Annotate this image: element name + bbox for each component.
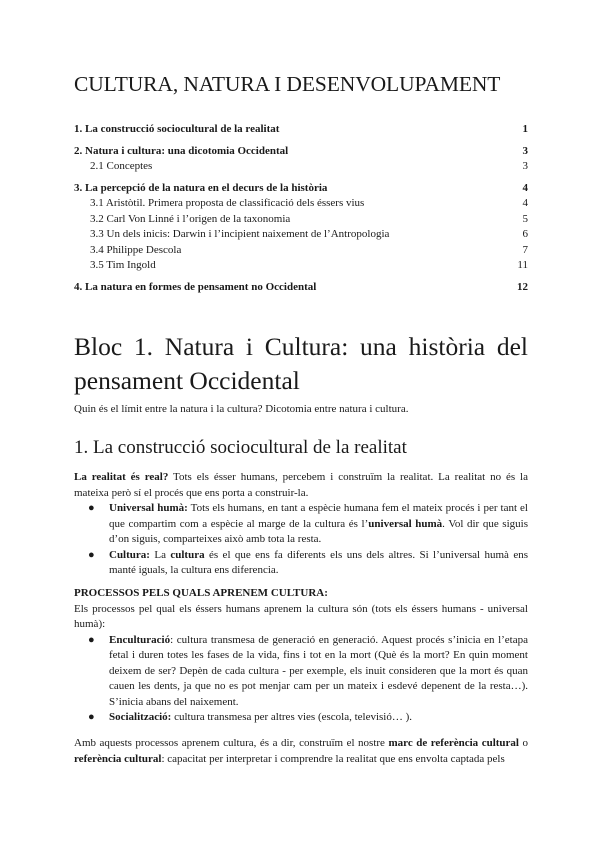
bullet-icon: ● bbox=[88, 633, 95, 646]
toc-entry-label: 3.1 Aristòtil. Primera proposta de classificació dels éssers vius bbox=[90, 197, 365, 209]
bullet-icon: ● bbox=[88, 502, 95, 514]
list-item bbox=[74, 501, 528, 548]
toc-entry-page: 4 bbox=[522, 197, 528, 209]
processes-intro: Els processos pel qual els éssers humans aprenem la cultura són (tots els éssers humans - universal humà): bbox=[74, 602, 528, 630]
toc-entry-page: 12 bbox=[517, 280, 528, 293]
toc-entry-label: 4. La natura en formes de pensament no Occidental bbox=[74, 280, 317, 293]
list-item-text: és el que ens fa diferents els uns dels altres. Si l’universal humà ens manté iguals, la cultura ens diferencia. bbox=[109, 548, 528, 576]
list-item bbox=[74, 710, 528, 726]
toc-entry[interactable] bbox=[74, 144, 528, 160]
toc-entry[interactable] bbox=[74, 159, 528, 175]
toc-entry[interactable] bbox=[74, 122, 528, 138]
list-item-emphasis: cultura bbox=[170, 548, 205, 561]
toc-entry-page: 1 bbox=[522, 123, 528, 135]
toc-entry-label: 3.5 Tim Ingold bbox=[90, 259, 156, 271]
toc-entry-label: 3.4 Philippe Descola bbox=[90, 243, 182, 256]
section-title: 1. La construcció sociocultural de la realitat bbox=[74, 437, 407, 458]
toc-entry-page: 5 bbox=[522, 212, 528, 225]
toc-entry-page: 6 bbox=[522, 228, 528, 240]
toc-entry-label: 3. La percepció de la natura en el decurs de la història bbox=[74, 181, 328, 194]
list-item-text: La bbox=[149, 548, 171, 561]
intro-paragraph bbox=[74, 470, 528, 501]
toc-entry[interactable] bbox=[74, 243, 528, 259]
list-item-text: cultura transmesa per altres vies (escola, televisió… ). bbox=[171, 711, 413, 723]
intro-question: La realitat és real? bbox=[74, 471, 169, 483]
toc-entry[interactable] bbox=[74, 196, 528, 212]
processes-heading: PROCESSOS PELS QUALS APRENEM CULTURA: bbox=[74, 587, 328, 599]
concept-list bbox=[74, 501, 528, 579]
bullet-icon: ● bbox=[88, 711, 95, 723]
toc-entry[interactable] bbox=[74, 181, 528, 197]
bloc-title: Bloc 1. Natura i Cultura: una història del pensament Occidental bbox=[74, 332, 528, 395]
bloc-subtitle: Quin és el límit entre la natura i la cultura? Dicotomia entre natura i cultura. bbox=[74, 403, 409, 415]
toc-entry-label: 2. Natura i cultura: una dicotomia Occidental bbox=[74, 144, 289, 157]
toc-entry[interactable] bbox=[74, 227, 528, 243]
toc-entry-page: 7 bbox=[522, 243, 528, 256]
list-item-term: Universal humà: bbox=[109, 502, 188, 514]
closing-paragraph bbox=[74, 736, 528, 767]
toc-entry-label: 1. La construcció sociocultural de la realitat bbox=[74, 123, 280, 135]
toc-entry[interactable] bbox=[74, 280, 528, 296]
list-item-term: Socialització: bbox=[109, 711, 172, 723]
toc-entry[interactable] bbox=[74, 258, 528, 274]
list-item-text: Tots els humans, en tant a espècie humana fem el mateix procés i per tant el que compartim com a espècie al marge de la cultura és l’ bbox=[109, 502, 528, 530]
toc-entry-label: 3.2 Carl Von Linné i l’origen de la taxonomia bbox=[90, 212, 291, 225]
closing-emphasis: referència cultural bbox=[74, 752, 162, 765]
closing-emphasis: marc de referència cultural bbox=[388, 737, 519, 749]
toc-entry-label: 2.1 Conceptes bbox=[90, 160, 153, 172]
toc-entry-page: 3 bbox=[522, 144, 528, 157]
list-item-text: . Vol dir que siguis d’on siguis, comparteixes això amb tota la resta. bbox=[109, 517, 528, 545]
toc-entry[interactable] bbox=[74, 212, 528, 228]
list-item-term: Cultura: bbox=[109, 548, 150, 561]
toc-entry-label: 3.3 Un dels inicis: Darwin i l’incipient naixement de l’Antropologia bbox=[90, 228, 390, 240]
list-item-term: Enculturació bbox=[109, 633, 171, 646]
closing-block bbox=[74, 736, 528, 767]
list-item bbox=[74, 548, 528, 579]
closing-text: o bbox=[518, 737, 529, 749]
bullet-icon: ● bbox=[88, 548, 95, 561]
intro-text: Tots els ésser humans, percebem i construïm la realitat. La realitat no és la mateixa però sí el procés que ens porta a construir-la. bbox=[74, 471, 528, 499]
table-of-contents bbox=[74, 122, 528, 295]
toc-entry-page: 4 bbox=[522, 181, 528, 194]
processes-block bbox=[74, 586, 528, 726]
document-title: CULTURA, NATURA I DESENVOLUPAMENT bbox=[74, 72, 501, 96]
closing-text: : capacitat per interpretar i comprendre la realitat que ens envolta captada pels bbox=[161, 752, 505, 765]
toc-entry-page: 11 bbox=[517, 259, 528, 271]
list-item-emphasis: universal humà bbox=[368, 517, 443, 530]
processes-list bbox=[74, 633, 528, 726]
closing-text: Amb aquests processos aprenem cultura, és a dir, construïm el nostre bbox=[74, 737, 389, 749]
toc-entry-page: 3 bbox=[522, 160, 528, 172]
section-body bbox=[74, 470, 528, 579]
list-item bbox=[74, 633, 528, 711]
list-item-text: : cultura transmesa de generació en generació. Aquest procés s’inicia en l’etapa fetal i duren totes les fases de la vida, fins i tot en la mort (Què és la mort? En quin moment deixem de ser? Depèn de cada cultura - per exemple, els inuit consideren que la mort és quan cauen les dents, ja que no es pot menjar cam per un mateix i esdevé depenent de la resta…). S’inicia abans del naixement. bbox=[109, 633, 528, 708]
